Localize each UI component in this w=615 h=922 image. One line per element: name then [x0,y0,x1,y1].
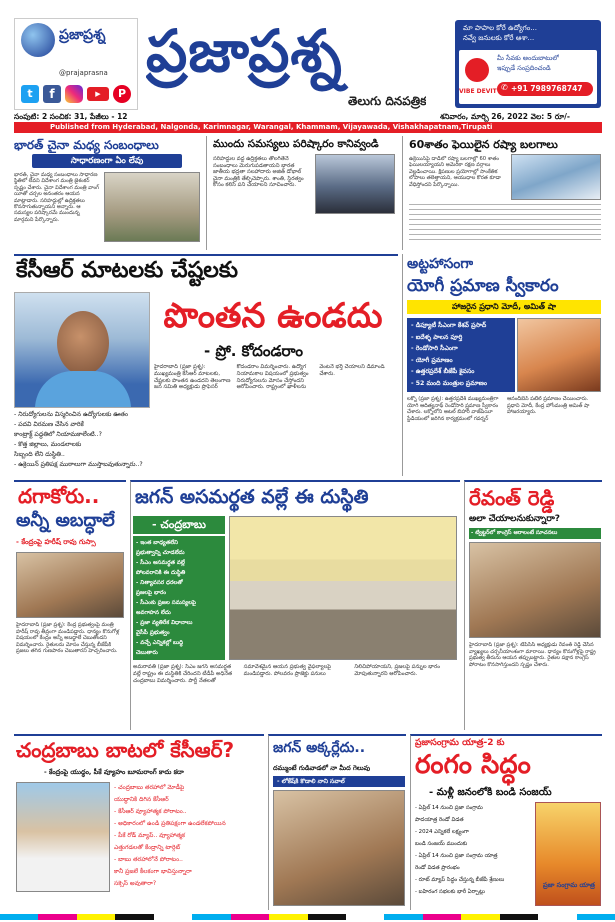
revanth-body: హైదరాబాద్‌ (ప్రజా ప్రశ్న): టీపీసీసీ అధ్యక్షుడు రేవంత్‌ రెడ్డి చేసిన వ్యాఖ్యలు చర్చనీయాంశంగా మారాయి. ధాన్యం కొనుగోళ్లపై రాష్ట్ర ప్రభుత్వ తీరును ఆయన తప్పుబట్టారు. రైతుల పక్షాన కాంగ్రెస్‌ పోరాటం కొనసాగిస్తుందని స్పష్టం చేశారు. [469,642,596,668]
kcr-body: హైదరాబాద్‌ (ప్రజా ప్రశ్న): ముఖ్యమంత్రి కేసీఆర్‌ మాటలకు, చేష్టలకు పొంతన ఉండదని తెలంగాణ జన సమితి అధ్యక్షుడు ప్రొఫెసర్‌ కోదండరాం విమర్శించారు. ఉద్యోగ నియామకాల విషయంలో ప్రభుత్వం నిరుద్యోగులను మోసం చేస్తోందని ఆరోపించారు. రాష్ట్రంలో ఖాళీలను వెంటనే భర్తీ చేయాలని డిమాండ్‌ చేశారు. [154,364,385,391]
jagan-bullet: ప్రభుత్వాన్ని చూడలేదు [136,550,185,556]
ad-line-1: మా పాపాల కోరే ఉద్యోగం... [463,24,537,32]
ad-brand: VIBE DEVIT [459,88,497,95]
yogi-sub-text: హాజరైన ప్రధాని మోదీ, అమిత్‌ షా [451,302,557,311]
cbn-kcr-byline: - కేంద్రంపై యుద్ధం, పీకే వ్యూహం బూమరాంగ్‌ కాదు కదా [44,768,184,776]
bandi-bullet: - 2024 ఎన్నికలే లక్ష్యంగా [415,829,470,835]
story-russia-photo [511,154,601,200]
bandi-bullet: పాదయాత్ర రెండో విడత [415,817,464,823]
bandi-bullets [415,802,533,910]
story-problems-body: సరిహద్దుల వద్ద ఉద్రిక్తతలు తొలగితేనే సంబంధాలు మెరుగుపడతాయని భారత జాతీయ భద్రతా సలహాదారు అజిత్‌ డోభాల్‌ చైనా మంత్రికి తేల్చిచెప్పారు. శాంతి, స్థిరత్వం కోసం కలిసి పని చేయాలని సూచించారు. [213,156,304,189]
kcr-bullet: - కొత్త జిల్లాలు, మండలాలకు [14,441,82,448]
jagan-need-headline: జగన్‌ అక్కర్లేదు.. [273,740,366,756]
jagan-headline: జగన్‌ అసమర్థత వల్లే ఈ దుస్థితి [135,486,369,508]
kcr-bullet: - పదవి విరమణ చేసిన వారికే [14,421,84,428]
bandi-story [410,734,602,910]
ad-logo-icon [465,58,489,82]
kcr-bullet: - ఉక్రెయిన్‌ ప్రతిపక్ష ముఠాలుగా ముస్తాబవుతున్నారు..? [14,461,143,468]
yogi-headline: యోగీ ప్రమాణ స్వీకారం [407,276,559,296]
jagan-need-tag [273,776,405,787]
kcr-bullet: సిబ్బంది లేని దుస్థితి.. [14,451,65,458]
yogi-bullet: - ఐదేళ్ళ పాలన పూర్తి [411,333,463,341]
social-logo-box [14,18,138,110]
jagan-meeting-photo [229,516,457,660]
bandi-poster [535,802,601,906]
published-from-text: Published from Hyderabad, Nalgonda, Karimnagar, Warangal, Khammam, Vijayawada, Vishakhapatnam,Tirupati [50,123,493,131]
yogi-photo [517,318,601,392]
harish-byline: - కేంద్రంపై హరీష్‌ రావు గుస్సా [16,538,96,546]
yogi-bullets-box [407,318,515,392]
jagan-bullets-box [133,536,225,660]
twitter-icon[interactable]: t [21,85,39,103]
revanth-headline: రేవంత్‌ రెడ్డి [469,486,555,510]
youtube-icon[interactable]: ▶ [87,87,109,101]
harish-headline-2: అన్నీ అబద్ధాలే [16,510,115,531]
revanth-tag-text: - ట్విట్టర్‌లో కాంగ్రెస్‌ ఆరాలంటే సూచనలు [471,530,558,536]
jagan-bullet: ప్రజలపై భారం [136,590,167,596]
issue-date: శనివారం, మార్చి 26, 2022 వెల: 5 రూ/- [440,112,571,121]
jagan-need-sub: దమ్ముంటే గుడివాడలో నా మీద గెలువు [273,764,371,772]
bandi-bullet: బండి సంజయ్‌ ముందుకు [415,841,468,847]
cbn-kcr-bullet: - కేసీఆర్‌ వ్యూహాత్మక పోరాటం.. [114,808,187,815]
masthead [0,0,615,130]
jagan-speaker-tag [133,516,225,534]
story-russia-body-continued [409,204,601,244]
harish-headline-1: దగాకోరు.. [18,484,100,508]
bandi-headline: రంగం సిద్ధం [415,750,531,780]
bandi-bullet: - బహిరంగ సభలకు భారీ ఏర్పాట్లు [415,889,485,895]
cbn-kcr-bullet: కానీ ప్రజలే కీలకంగా భావిస్తున్నారా [114,868,192,875]
jagan-bullet: - ఇంత బాధ్యతలేని [136,540,178,546]
bandi-sub: - మళ్లీ జనంలోకి బండి సంజయ్‌ [429,787,552,798]
harish-body: హైదరాబాద్‌ (ప్రజా ప్రశ్న): కేంద్ర ప్రభుత్వంపై మంత్రి హరీష్‌ రావు తీవ్రంగా మండిపడ్డారు. ధాన్యం కొనుగోళ్ల విషయంలో కేంద్రం అన్నీ అబద్ధాలే చెబుతోందని విమర్శించారు. రైతులను మోసం చేస్తున్న బీజేపీకి ప్రజలు తగిన గుణపాఠం చెబుతారని హెచ్చరించారు. [16,622,120,655]
cbn-kcr-bullet: - అధికారంలో ఉండి ప్రతిపక్షంగా ఉండలేకపోయిన [114,820,226,827]
revanth-story [464,480,602,730]
jagan-bullet: అవగాహన లేదు [136,610,171,616]
bandi-bullet: రెండో విడత ప్రారంభం [415,865,460,871]
kcr-bullet: - నిరుద్యోగులను విస్మరించిన ఉద్యోగులకు ఊతం [14,411,129,418]
jagan-need-story [268,734,406,910]
story-china-body: భారత్‌, చైనా మధ్య సంబంధాలు సాధారణ స్థితిలో లేవని విదేశాంగ మంత్రి జైశంకర్‌ స్పష్టం చేశారు. చైనా విదేశాంగ మంత్రి వాంగ్‌ యీతో చర్చల అనంతరం ఆయన మాట్లాడారు. సరిహద్దుల్లో ఉద్రిక్తతలు కొనసాగుతున్నాయని అన్నారు. ఆ సమస్యల పరిష్కారమే ముందున్న మార్గమని పేర్కొన్నారు. [14,172,100,223]
yogi-kicker: అట్టహాసంగా [407,256,474,272]
pinterest-icon[interactable]: P [113,85,131,103]
bandi-bullet: - ఏప్రిల్‌ 14 నుంచి ప్రజా సంగ్రామ [415,805,483,811]
bandi-kicker: ప్రజాసంగ్రామ యాత్ర-2 కు [415,738,505,748]
kcr-photo-face [57,311,109,375]
facebook-icon[interactable]: f [43,85,61,103]
cbn-kcr-bullet: - చంద్రబాబు తరహాలో మోడీపై [114,784,185,791]
harish-story [14,480,126,730]
story-russia-body: ఉక్రెయిన్‌పై దాడిలో రష్యా బలగాల్లో 60 శాతం ఫెయిలయ్యాయని అమెరికా రక్షణ వర్గాలు వెల్లడించాయి. క్షిపణుల ప్రయోగాల్లో సాంకేతిక లోపాలు తలెత్తాయని, ఆయుధాల కొరత కూడా వేధిస్తోందని పేర్కొన్నాయి. [409,156,501,188]
jagan-bullet: వైసీపీ ప్రభుత్వం [136,630,170,636]
cbn-kcr-bullet: సక్సెస్‌ అవుతారా? [114,880,157,887]
ad-line-2: నవ్వే జనులకు కోరే ఆశా... [463,34,535,42]
instagram-icon[interactable] [65,85,83,103]
story-russia-kicker: 60శాతం ఫెయిలైన రష్యా బలగాలు [409,138,558,151]
yogi-body: లక్నో (ప్రజా ప్రశ్న): ఉత్తరప్రదేశ్‌ ముఖ్యమంత్రిగా యోగి ఆదిత్యనాథ్‌ రెండోసారి ప్రమాణ స్వీకారం చేశారు. లక్నోలోని అటల్‌ బిహారీ వాజ్‌పేయీ స్టేడియంలో జరిగిన కార్యక్రమంలో గవర్నర్‌ ఆనందీబెన్‌ పటేల్‌ ప్రమాణం చేయించారు. ప్రధాని మోదీ, కేంద్ర హోంమంత్రి అమిత్‌ షా హాజరయ్యారు. [407,396,590,422]
kcr-headline-1: కేసీఆర్‌ మాటలకు చేష్టలకు [16,258,238,283]
ad-line-3: మీ సేవకు అందుబాటులో [497,54,560,62]
story-problems-photo [315,154,395,214]
jagan-need-tag-text: - లోకేష్‌కి కొడాలి నాని సవాల్‌ [277,778,345,785]
story-problems [206,136,396,250]
masthead-small-brand: ప్రజాప్రశ్న [59,27,106,43]
story-russia [402,136,602,250]
bandi-bullet: - రూట్‌ మ్యాప్‌ సిద్ధం చేస్తున్న బీజేపీ శ్రేణులు [415,877,505,883]
print-registration-bar [0,912,615,922]
story-problems-kicker: ముందు సమస్యలు పరిష్కారం కానివ్వండి [213,138,379,150]
kcr-photo [14,292,150,408]
jagan-bullet: - ప్రజా వ్యతిరేక విధానాలు [136,620,193,626]
jagan-bullet: - నిత్యావసర ధరలతో [136,580,183,586]
kcr-bullet: కాంట్రాక్ట్‌ పద్ధతిలో నియామకాలేంటి..? [14,431,102,438]
yogi-story [402,254,602,476]
cbn-kcr-bullet: యుద్ధానికి దిగిన కేసీఆర్‌ [114,796,169,803]
story-china-kicker: భారత్ చైనా మధ్య సంబంధాలు [14,138,159,152]
ad-phone[interactable] [497,82,593,96]
jagan-story [130,480,460,730]
kcr-photo-shirt [35,371,131,408]
published-from-bar [14,122,602,133]
yogi-bullet: - రెండోసారి సీఎంగా [411,345,458,352]
social-handle: @prajaprasna [59,69,108,77]
jagan-need-photo [273,790,405,906]
harish-photo [16,552,124,618]
ad-line-4: ఇప్పుడే సంప్రదించండి [497,64,551,72]
jagan-speaker-text: - చంద్రబాబు [152,518,206,531]
cbn-kcr-story [14,734,264,910]
yogi-bullet: - డిప్యూటీ సీఎంగా కేశవ్‌ ప్రసాద్‌ [411,322,487,329]
issue-info: సంపుటి: 2 సంచిక: 31, పేజీలు - 12 [14,112,128,121]
kcr-story [14,254,398,476]
kcr-headline-2: పొంతన ఉండదు [163,296,383,336]
story-china-sub [32,154,182,168]
yogi-bullet: - యోగీ ప్రమాణం [411,356,453,364]
revanth-photo [469,542,601,638]
cbn-kcr-bullet: - బాబు తరహాలోనే పోరాటం.. [114,856,183,863]
masthead-tagline: తెలుగు దినపత్రిక [348,94,427,108]
jagan-bullet: - సీఎం అసమర్థత వల్లే [136,560,185,566]
revanth-sub: అలా చేయాలనుకున్నారా? [469,514,560,524]
ad-phone-number: +91 7989768747 [511,84,583,93]
jagan-bullet: చెబుతారు [136,650,158,656]
bandi-poster-text: ప్రజా సంగ్రామ యాత్ర [543,881,595,889]
ad-box[interactable] [455,20,601,108]
yogi-bullet: - 52 మంది మంత్రుల ప్రమాణం [411,379,488,387]
yogi-sub [407,300,601,314]
cbn-kcr-headline: చంద్రబాబు బాటలో కేసీఆర్‌? [16,738,235,762]
kcr-byline: - ప్రో. కోదండరాం [204,342,304,360]
story-china-photo [104,172,200,242]
cbn-kcr-bullet: ఎత్తుగడలతో కేంద్రాన్ని టార్గెట్‌ [114,844,181,851]
jagan-bullet: పోలవరానికి ఈ దుస్థితి [136,570,186,576]
bandi-bullet: - ఏప్రిల్‌ 14 నుంచి ప్రజా సంగ్రామ యాత్ర [415,853,498,859]
jagan-bullet: - వచ్చే ఎన్నికల్లో బుద్ధి [136,640,184,646]
kcr-bullets [14,410,150,476]
globe-icon [21,23,55,57]
cbn-kcr-bullet: - పీకే రోడ్‌ మ్యాప్‌.. వ్యూహాత్మక [114,832,186,839]
yogi-bullet: - ఉత్తరప్రదేశ్‌ బీజేపీ కైవసం [411,368,475,375]
jagan-body: అమరావతి (ప్రజా ప్రశ్న): సీఎం జగన్‌ అసమర్థత వల్లే రాష్ట్రం ఈ దుస్థితికి చేరిందని టీడీపీ అధినేత చంద్రబాబు విమర్శించారు. పార్టీ నేతలతో సమావేశమైన ఆయన ప్రభుత్వ వైఫల్యాలపై మండిపడ్డారు. పోలవరం ప్రాజెక్టు పనులు నిలిచిపోయాయని, ప్రజలపై పన్నుల భారం మోపుతున్నారని ఆరోపించారు. [133,664,440,684]
phone-icon: ✆ [501,83,508,92]
story-china [14,136,200,250]
cbn-kcr-photo [16,782,110,892]
story-china-sub-text: సాధారణంగా ఏం లేవు [70,156,144,166]
masthead-brand: ప్రజాప్రశ్న [146,17,343,85]
revanth-tag [469,528,601,539]
jagan-bullet: - సీఎంకు ప్రజల సమస్యలపై [136,600,197,606]
cbn-kcr-bullets [114,782,262,910]
